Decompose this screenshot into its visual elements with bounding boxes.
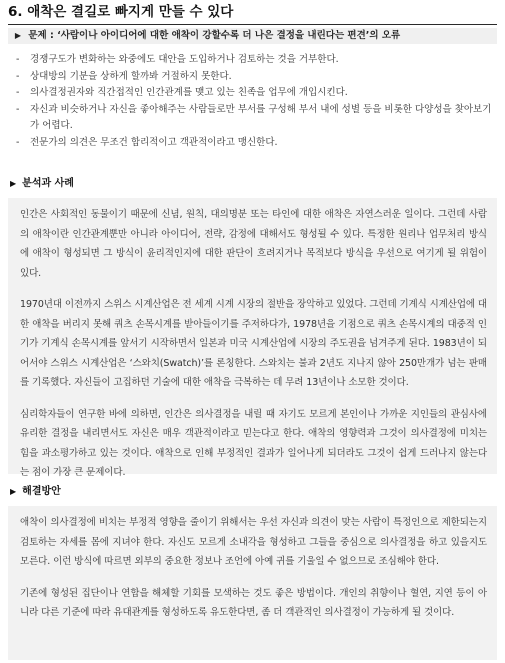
analysis-heading-text: 분석과 사례: [22, 178, 74, 189]
issue-text: ‘사람이나 아이디어에 대한 애착이 강할수록 더 나은 결정을 내린다는 편견’의 오류: [57, 30, 401, 41]
analysis-heading: [10, 176, 74, 192]
bullet-item: - 전문가의 의견은 무조건 합리적이고 객관적이라고 맹신한다.: [14, 135, 494, 152]
page-title: 6. 애착은 결길로 빠지게 만들 수 있다: [8, 2, 497, 25]
bullet-item: - 상대방의 기분을 상하게 할까봐 거절하지 못한다.: [14, 69, 494, 86]
solution-heading: [10, 484, 61, 500]
analysis-box: [8, 198, 497, 478]
right-triangle-icon: ▶: [14, 31, 22, 40]
solution-paragraph: 기존에 형성된 집단이나 연합을 해체할 기회를 모색하는 것도 좋은 방법이다. 개인의 취향이나 혈연, 지연 등이 아니라 다른 기준에 따라 유대관계를 형성하도록 유도한다면, 좀 더 객관적인 의사결정이 가능하게 될 것이다.: [20, 587, 487, 618]
analysis-paragraph: 인간은 사회적인 동물이기 때문에 신념, 원칙, 대의명분 또는 타인에 대한 애착은 자연스러운 일이다. 그런데 사람의 애착이란 인간관계뿐만 아니라 아이디어, 전략, 감정에 대해서도 형성될 수 있다. 특정한 원리나 업무처리 방식에 애착이 형성되면 그 방식이 윤리적인지에 대한 판단이 흐려지거나 목적보다 방식을 우선으로 여기게 될 위험이 있다.: [20, 209, 487, 279]
bullet-item: - 자신과 비슷하거나 자신을 좋아해주는 사람들로만 부서를 구성해 부서 내에 성별 등을 비롯한 다양성을 찾아보기가 어렵다.: [14, 102, 494, 135]
bullet-item: - 의사결정권자와 직간접적인 인간관계를 맺고 있는 친족을 업무에 개입시킨다.: [14, 85, 494, 102]
solution-paragraph: 애착이 의사결정에 비치는 부정적 영향을 줄이기 위해서는 우선 자신과 의견이 맞는 사람이 특정인으로 제한되는지 검토하는 자세를 몸에 지녀야 한다. 자신도 모르게 소내각을 형성하고 그들을 중심으로 의사결정을 하고 있을지도 모른다. 이런 방식에 따르면 외부의 중요한 정보나 조언에 아예 귀를 기울일 수 없으므로 조심해야 한다.: [20, 517, 487, 567]
solution-heading-text: 해결방안: [22, 486, 61, 497]
right-triangle-icon: ▶: [10, 487, 17, 496]
analysis-paragraph: 1970년대 이전까지 스위스 시계산업은 전 세계 시계 시장의 절반을 장악하고 있었다. 그런데 기계식 시계산업에 대한 애착을 버리지 못해 쿼츠 손목시계를 받아들이기를 주저하다가, 1978년을 기점으로 쿼츠 손목시계의 대중적 인기가 기계식 손목시계를 앞서기 시작하면서 일본과 미국 시계산업에 시장의 주도권을 넘겨주게 된다. 1983년이 되어서야 스위스 시계산업은 ‘스와치(Swatch)’를 론칭한다. 스와치는 불과 2년도 지나지 않아 250만개가 넘는 판매를 기록했다. 자신들이 고집하던 기술에 대한 애착을 극복하는 데 무려 13년이나 소모한 것이다.: [20, 299, 487, 388]
analysis-paragraph: 심리학자들이 연구한 바에 의하면, 인간은 의사결정을 내릴 때 자기도 모르게 본인이나 가까운 지인들의 관심사에 유리한 결정을 내리면서도 자신은 매우 객관적이라고 믿는다고 한다. 애착의 영향력과 그것이 의사결정에 미치는 힘을 과소평가하고 있는 것이다. 애착으로 인해 부정적인 결과가 일어나게 되더라도 그것이 쉽게 드러나지 않는다는 점이 가장 큰 문제이다.: [20, 408, 487, 478]
right-triangle-icon: ▶: [10, 179, 17, 188]
issue-bullet-list: [14, 52, 494, 152]
bullet-item: - 경쟁구도가 변화하는 와중에도 대안을 도입하거나 검토하는 것을 거부한다.: [14, 52, 494, 69]
issue-prefix: 문제 :: [28, 30, 58, 41]
issue-banner: [8, 28, 497, 44]
solution-box: [8, 506, 497, 660]
